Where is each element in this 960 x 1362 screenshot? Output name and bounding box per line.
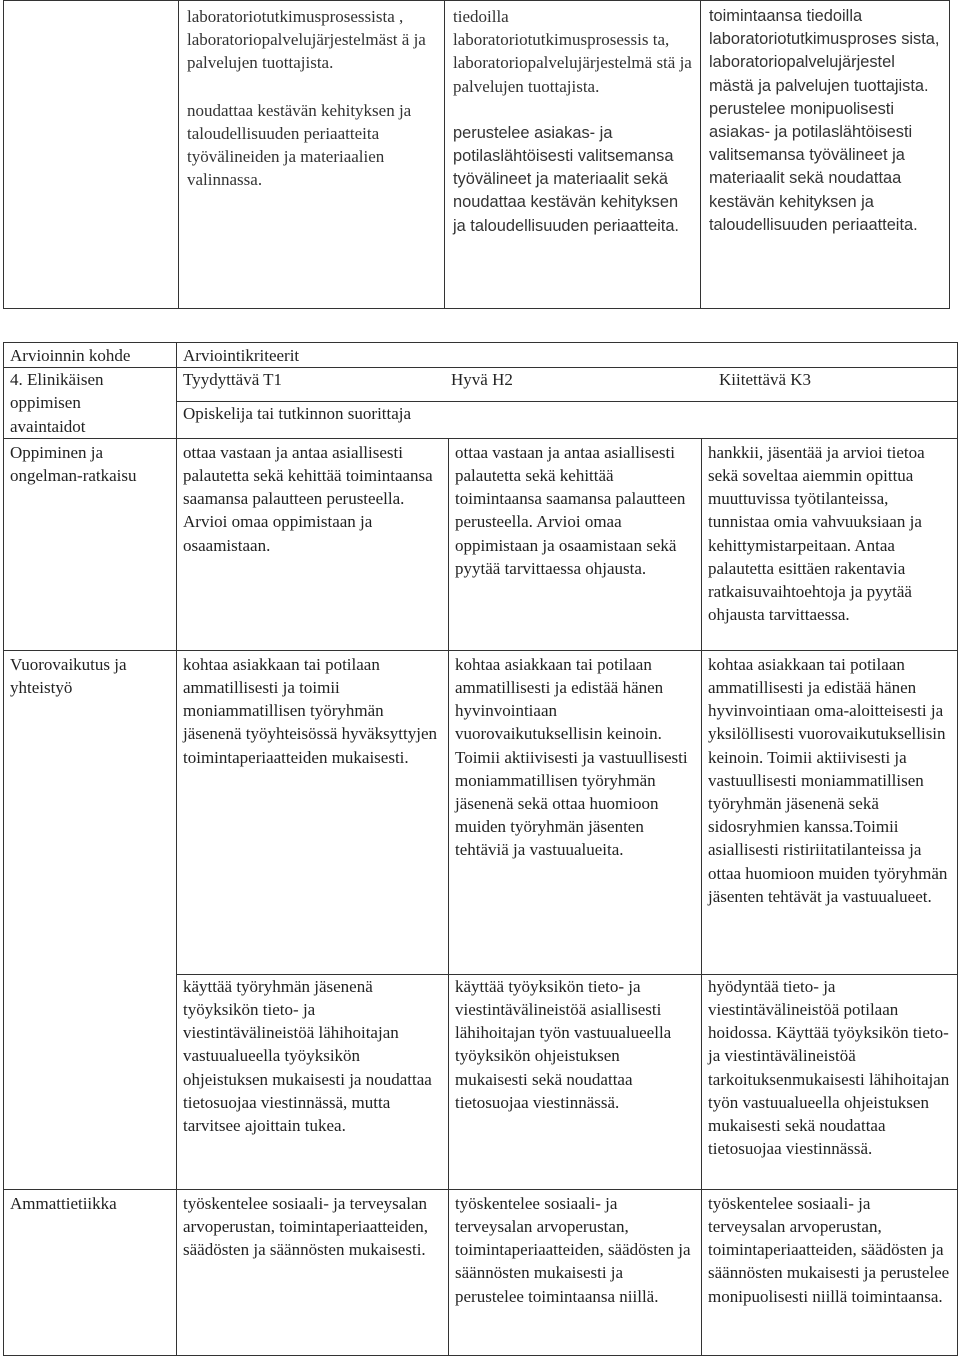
row-label-vuorovaikutus: Vuorovaikutus ja yhteistyö	[4, 650, 177, 1189]
h2-oppiminen: ottaa vastaan ja antaa asiallisesti palautetta sekä kehittää toimintaansa saamansa palautteen perusteella. Arvioi omaa oppimistaan ja osaamistaan sekä pyytää tarvittaessa ohjausta.	[449, 438, 702, 650]
criteria-text: hyödyntää tieto- ja viestintävälineistöä potilaan hoidossa. Käyttää työyksikön tieto- ja viestintävälineistöä tarkoituksenmukaisesti lähihoitajan työn vastuualueella ohjeistuksen mukaisesti sekä noudattaa tietosuojaa viestinnässä.	[702, 974, 957, 1189]
t1-oppiminen: ottaa vastaan ja antaa asiallisesti palautetta sekä kehittää toimintaansa saamansa palautteen perusteella. Arvioi omaa oppimistaan ja osaamistaan.	[177, 438, 449, 650]
t1-vuorovaikutus	[177, 650, 449, 1189]
row-label-ammattietiikka: Ammattietiikka	[4, 1189, 177, 1355]
h2-vuorovaikutus	[449, 650, 702, 1189]
criteria-text: noudattaa kestävän kehityksen ja taloudellisuuden periaatteita työvälineiden ja materiaalien valinnassa.	[187, 100, 412, 190]
criteria-text: kohtaa asiakkaan tai potilaan ammatillisesti ja toimii moniammatillisen työryhmän jäsenenä työyhteisössä hyväksyttyjen toimintaperiaatteiden mukaisesti.	[183, 654, 438, 767]
level-h2: Hyvä H2	[451, 370, 513, 390]
criteria-cell-k3	[701, 1, 950, 309]
k3-ammattietiikka: työskentelee sosiaali- ja terveysalan arvoperustan, toimintaperiaatteiden, säädösten ja säännösten mukaisesti ja perustelee monipuolisesti niillä toimintaansa.	[702, 1189, 958, 1355]
criteria-text: toimintaansa tiedoilla laboratoriotutkimusproses sista, laboratoriopalvelujärjestel mästä ja palvelujen tuottajista.	[709, 7, 940, 95]
section-label-line: avaintaidot	[10, 416, 86, 436]
k3-oppiminen: hankkii, jäsentää ja arvioi tietoa sekä soveltaa aiemmin opittua muuttuvissa työtilanteissa, tunnistaa omia vahvuuksiaan ja kehittymistarpeitaan. Antaa palautetta esittäen rakentavia ratkaisuvaihtoehtoja ja pyytää ohjausta tarvittaessa.	[702, 438, 958, 650]
section-label-line: 4. Elinikäisen	[10, 370, 104, 390]
row-label-oppiminen: Oppiminen ja ongelman-ratkaisu	[4, 438, 177, 650]
criteria-table-continued	[3, 0, 950, 309]
k3-vuorovaikutus	[702, 650, 958, 1189]
criteria-table	[3, 342, 958, 1356]
h2-ammattietiikka: työskentelee sosiaali- ja terveysalan arvoperustan, toimintaperiaatteiden, säädösten ja säännösten mukaisesti ja perustelee toimintaansa niillä.	[449, 1189, 702, 1355]
level-header-row	[177, 368, 958, 402]
criteria-text: kohtaa asiakkaan tai potilaan ammatillisesti ja edistää hänen hyvinvointiaan oma-aloitteisesti ja yksilöllisesti vuorovaikutuksellisin keinoin. Toimii aktiivisesti ja vastuullisesti moniammatillisen työryhmän jäsenenä sekä sidosryhmien kanssa.Toimii asiallisesti ristiriitatilanteissa ja ottaa huomioon muiden työryhmän jäsenten tehtävät ja vastuualueet.	[708, 654, 948, 906]
criteria-text: kohtaa asiakkaan tai potilaan ammatillisesti ja edistää hänen hyvinvointiaan vuorovaikutuksellisin keinoin. Toimii aktiivisesti ja vastuullisesti moniammatillisen työryhmän jäsenenä sekä ottaa huomioon muiden työryhmän jäsenten tehtäviä ja vastuualueita.	[455, 654, 688, 860]
criteria-cell-h2	[445, 1, 701, 309]
header-arviointikriteerit: Arviointikriteerit	[177, 343, 958, 368]
t1-ammattietiikka: työskentelee sosiaali- ja terveysalan arvoperustan, toimintaperiaatteiden, säädösten ja säännösten mukaisesti.	[177, 1189, 449, 1355]
subject-row: Opiskelija tai tutkinnon suorittaja	[177, 401, 958, 438]
header-arvioinnin-kohde: Arvioinnin kohde	[4, 343, 177, 368]
criteria-text: käyttää työryhmän jäsenenä työyksikön tieto- ja viestintävälineistöä lähihoitajan vastuualueella työyksikön ohjeistuksen mukaisesti ja noudattaa tietosuojaa viestinnässä, mutta tarvitsee ajoittain tukea.	[177, 974, 448, 1189]
section-label-line: oppimisen	[10, 393, 81, 413]
criteria-text: laboratoriotutkimusprosessista , laboratoriopalvelujärjestelmäst ä ja palvelujen tuottajista.	[187, 7, 426, 73]
criteria-text: tiedoilla laboratoriotutkimusprosessis ta, laboratoriopalvelujärjestelmä stä ja palvelujen tuottajista.	[453, 7, 692, 96]
level-t1: Tyydyttävä T1	[183, 370, 283, 390]
criteria-cell-t1	[179, 1, 445, 309]
level-k3: Kiitettävä K3	[719, 370, 812, 390]
criteria-text: perustelee asiakas- ja potilaslähtöisesti valitsemansa työvälineet ja materiaalit sekä noudattaa kestävän kehityksen ja taloudellisuuden periaatteita.	[453, 123, 679, 235]
criteria-text: käyttää työyksikön tieto- ja viestintävälineistöä asiallisesti lähihoitajan työn vastuualueella työyksikön ohjeistuksen mukaisesti sekä noudattaa tietosuojaa viestinnässä.	[449, 974, 701, 1189]
section-label	[4, 368, 177, 439]
criteria-text: perustelee monipuolisesti asiakas- ja potilaslähtöisesti valitsemansa työvälineet ja materiaalit sekä noudattaa kestävän kehityksen ja taloudellisuuden periaatteita.	[709, 99, 918, 234]
empty-cell	[4, 1, 179, 309]
